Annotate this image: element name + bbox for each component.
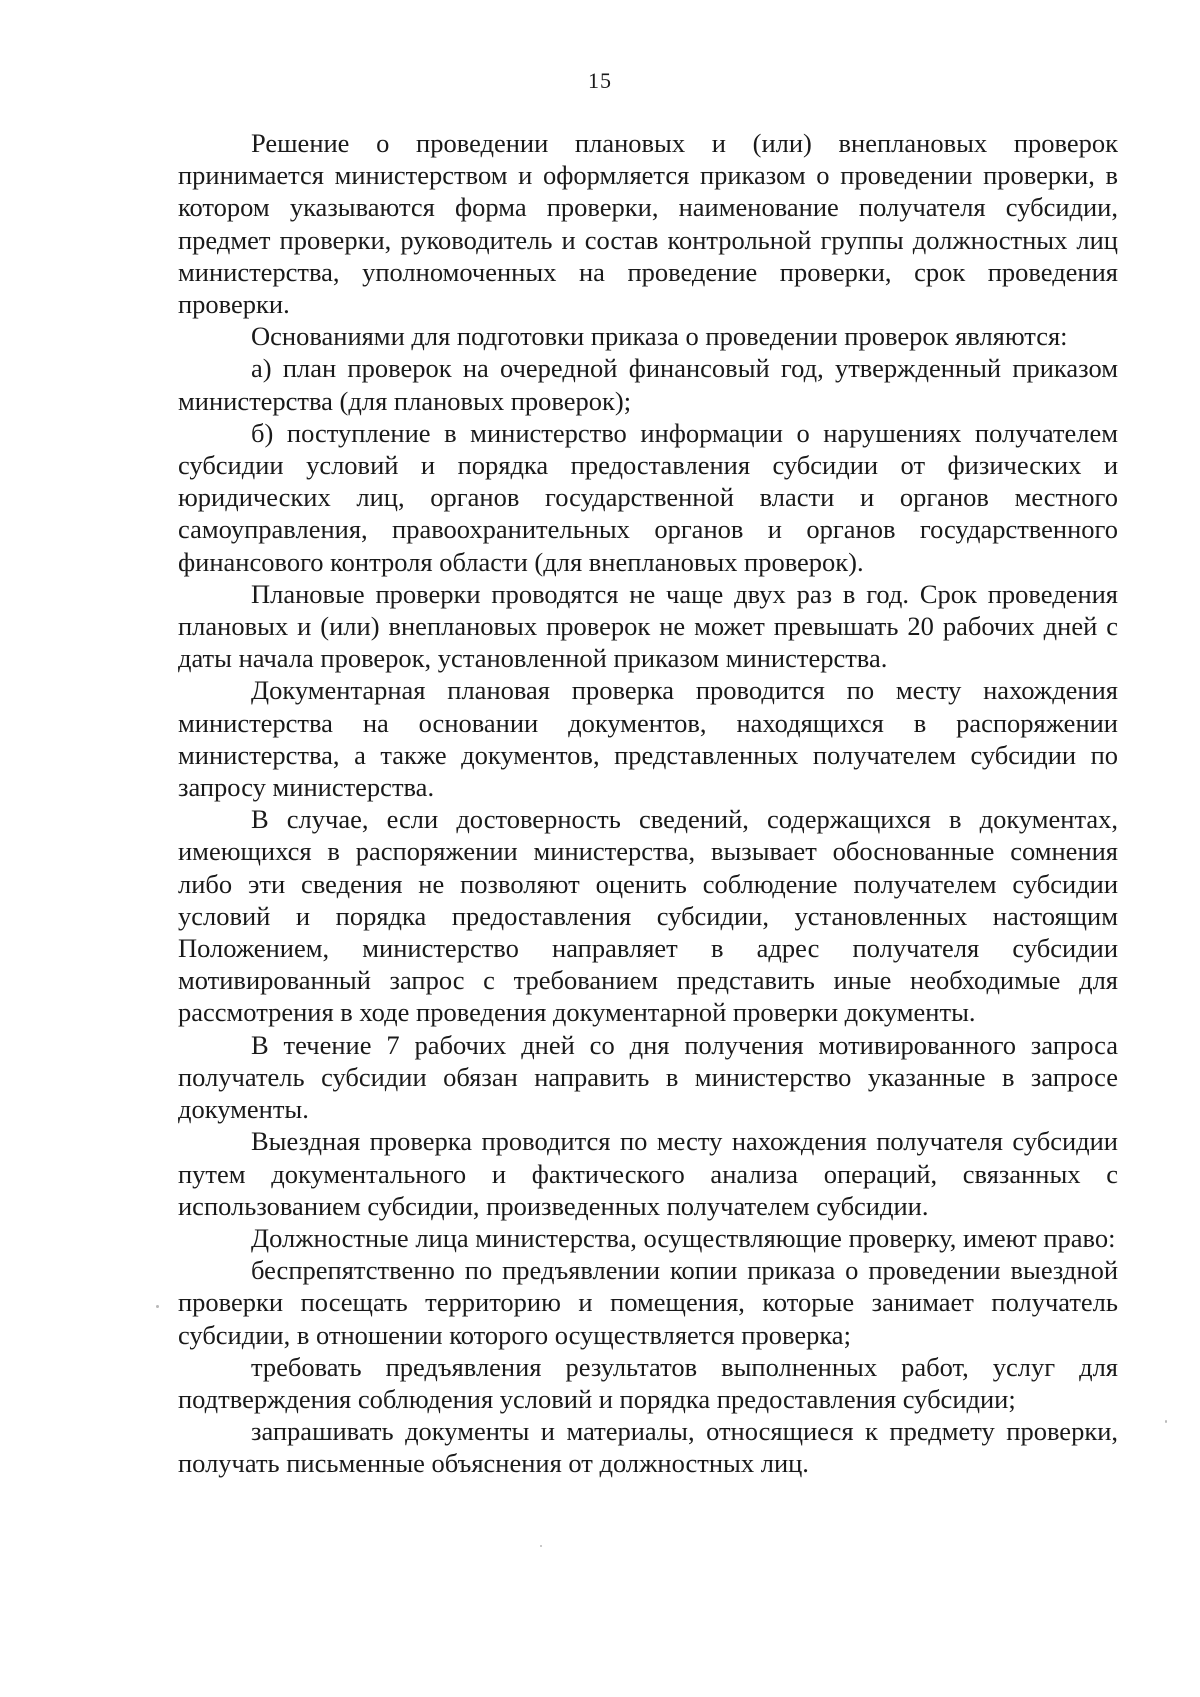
paragraph: В течение 7 рабочих дней со дня получения мотивированного запроса получатель субсидии обязан направить в министерство указанные в запросе документы. [178,1029,1118,1125]
document-body [178,127,1118,1480]
page-number: 15 [588,68,612,93]
paragraph: Должностные лица министерства, осуществляющие проверку, имеют право: [251,1222,1116,1253]
scan-speck [156,1305,159,1308]
paragraph: Плановые проверки проводятся не чаще двух раз в год. Срок проведения плановых и (или) внеплановых проверок не может превышать 20 рабочих дней с даты начала проверок, установленной приказом министерства. [178,578,1118,674]
scan-speck [1165,1420,1167,1423]
paragraph: Решение о проведении плановых и (или) внеплановых проверок принимается министерством и оформляется приказом о проведении проверки, в котором указываются форма проверки, наименование получателя субсидии, предмет проверки, руководитель и состав контрольной группы должностных лиц министерства, уполномоченных на проведение проверки, срок проведения проверки. [178,128,1118,320]
paragraph: а) план проверок на очередной финансовый год, утвержденный приказом министерства (для плановых проверок); [178,353,1118,416]
scan-speck [540,1545,542,1547]
paragraph: требовать предъявления результатов выполненных работ, услуг для подтверждения соблюдения условий и порядка предоставления субсидии; [178,1351,1118,1414]
paragraph: Выездная проверка проводится по месту нахождения получателя субсидии путем документального и фактического анализа операций, связанных с использованием субсидии, произведенных получателем субсидии. [178,1126,1118,1221]
paragraph: Документарная плановая проверка проводится по месту нахождения министерства на основании документов, находящихся в распоряжении министерства, а также документов, представленных получателем субсидии по запросу министерства. [178,675,1118,803]
paragraph: беспрепятственно по предъявлении копии приказа о проведении выездной проверки посещать территорию и помещения, которые занимает получатель субсидии, в отношении которого осуществляется проверка; [178,1255,1118,1350]
paragraph: запрашивать документы и материалы, относящиеся к предмету проверки, получать письменные объяснения от должностных лиц. [178,1416,1118,1479]
paragraph: Основаниями для подготовки приказа о проведении проверок являются: [251,321,1068,352]
paragraph: б) поступление в министерство информации о нарушениях получателем субсидии условий и порядка предоставления субсидии от физических и юридических лиц, органов государственной власти и органов местного самоуправления, правоохранительных органов и органов государственного финансового контроля области (для внеплановых проверок). [178,417,1118,577]
paragraph: В случае, если достоверность сведений, содержащихся в документах, имеющихся в распоряжении министерства, вызывает обоснованные сомнения либо эти сведения не позволяют оценить соблюдение получателем субсидии условий и порядка предоставления субсидии, установленных настоящим Положением, министерство направляет в адрес получателя субсидии мотивированный запрос с требованием представить иные необходимые для рассмотрения в ходе проведения документарной проверки документы. [178,804,1118,1028]
